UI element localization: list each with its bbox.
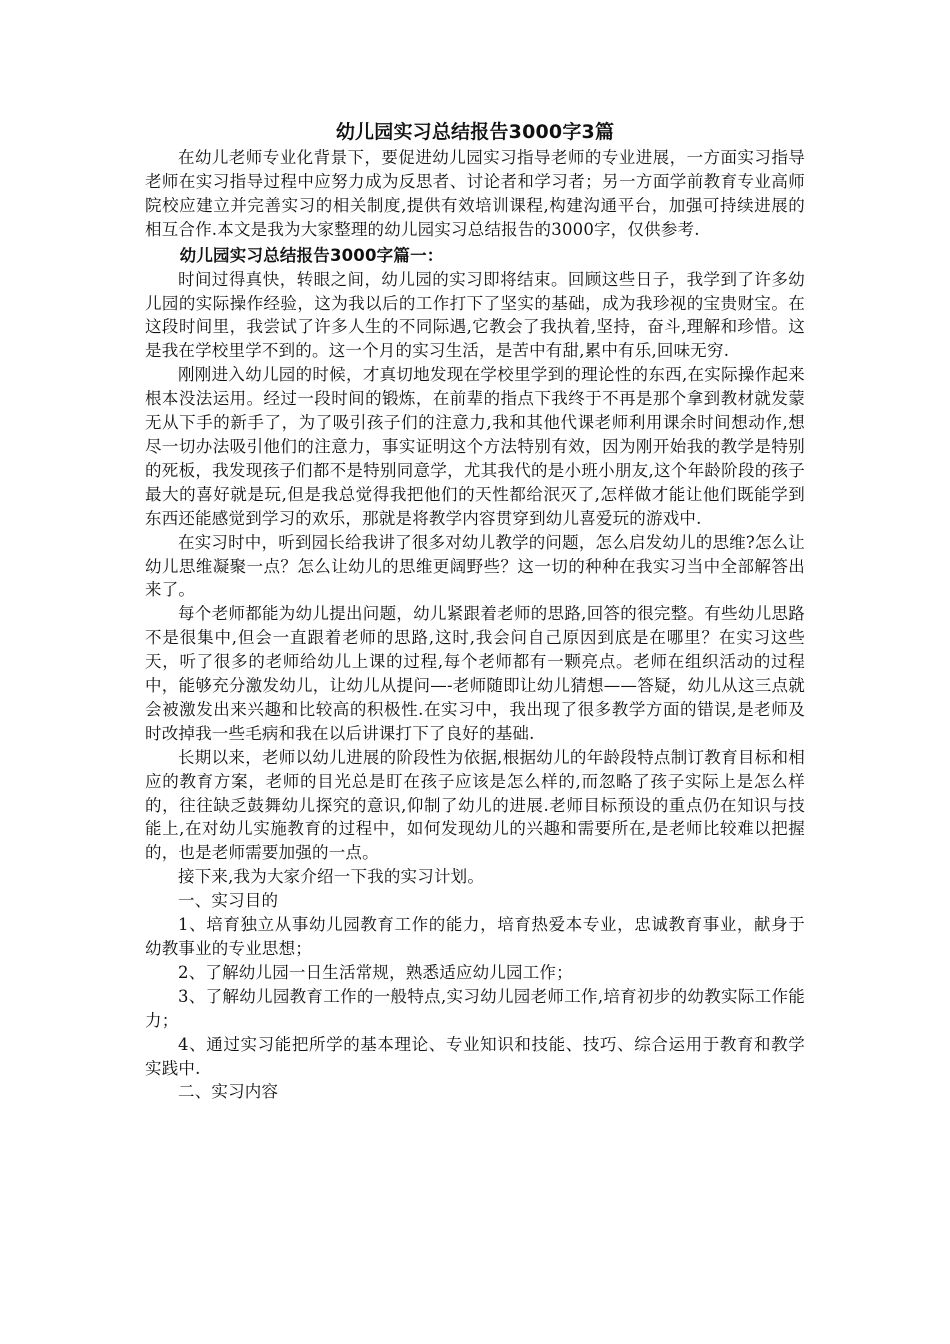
list-item: 4、通过实习能把所学的基本理论、专业知识和技能、技巧、综合运用于教育和教学实践中. <box>145 1034 805 1078</box>
body-paragraph: 刚刚进入幼儿园的时候，才真切地发现在学校里学到的理论性的东西,在实际操作起来根本没法运用。经过一段时间的锻炼，在前辈的指点下我终于不再是那个拿到教材就发蒙无从下手的新手了，为了吸引孩子们的注意力,我和其他代课老师利用课余时间想动作,想尽一切办法吸引他们的注意力，事实证明这个方法特别有效，因为刚开始我的教学是特别的死板，我发现孩子们都不是特别同意学，尤其我代的是小班小朋友,这个年龄阶段的孩子最大的喜好就是玩,但是我总觉得我把他们的天性都给泯灭了,怎样做才能让他们既能学到东西还能感觉到学习的欢乐，那就是将教学内容贯穿到幼儿喜爱玩的游戏中. <box>145 365 805 528</box>
list-item: 2、了解幼儿园一日生活常规，熟悉适应幼儿园工作； <box>178 962 573 982</box>
body-paragraph: 长期以来，老师以幼儿进展的阶段性为依据,根据幼儿的年龄段特点制订教育目标和相应的教育方案，老师的目光总是盯在孩子应该是怎么样的,而忽略了孩子实际上是怎么样的，往往缺乏鼓舞幼儿探究的意识,仰制了幼儿的进展.老师目标预设的重点仍在知识与技能上,在对幼儿实施教育的过程中，如何发现幼儿的兴趣和需要所在,是老师比较难以把握的，也是老师需要加强的一点。 <box>145 747 805 863</box>
document-title: 幼儿园实习总结报告3000字3篇 <box>335 121 615 143</box>
document-page <box>145 118 805 1104</box>
body-paragraph: 接下来,我为大家介绍一下我的实习计划。 <box>178 867 485 887</box>
subsection-heading: 二、实习内容 <box>178 1082 279 1102</box>
body-paragraph: 在实习时中，听到园长给我讲了很多对幼儿教学的问题，怎么启发幼儿的思维?怎么让幼儿思维凝聚一点？怎么让幼儿的思维更阔野些？这一切的种种在我实习当中全部解答出来了。 <box>145 532 805 600</box>
intro-paragraph: 在幼儿老师专业化背景下，要促进幼儿园实习指导老师的专业进展，一方面实习指导老师在实习指导过程中应努力成为反思者、讨论者和学习者；另一方面学前教育专业高师院校应建立并完善实习的相关制度,提供有效培训课程,构建沟通平台，加强可持续进展的相互合作.本文是我为大家整理的幼儿园实习总结报告的3000字，仅供参考. <box>145 148 805 239</box>
section-heading: 幼儿园实习总结报告3000字篇一： <box>179 245 444 265</box>
list-item: 1、培育独立从事幼儿园教育工作的能力，培育热爱本专业，忠诚教育事业，献身于幼教事业的专业思想； <box>145 915 805 958</box>
body-paragraph: 每个老师都能为幼儿提出问题，幼儿紧跟着老师的思路,回答的很完整。有些幼儿思路不是很集中,但会一直跟着老师的思路,这时,我会问自己原因到底是在哪里？在实习这些天，听了很多的老师给幼儿上课的过程,每个老师都有一颗亮点。老师在组织活动的过程中，能够充分激发幼儿，让幼儿从提问—-老师随即让幼儿猜想——答疑，幼儿从这三点就会被激发出来兴趣和比较高的积极性.在实习中，我出现了很多教学方面的错误,是老师及时改掉我一些毛病和我在以后讲课打下了良好的基础. <box>145 604 805 743</box>
body-paragraph: 时间过得真快，转眼之间，幼儿园的实习即将结束。回顾这些日子，我学到了许多幼儿园的实际操作经验，这为我以后的工作打下了坚实的基础，成为我珍视的宝贵财宝。在这段时间里，我尝试了许多人生的不同际遇,它教会了我执着,坚持，奋斗,理解和珍惜。这是我在学校里学不到的。这一个月的实习生活，是苦中有甜,累中有乐,回味无穷. <box>145 269 805 361</box>
subsection-heading: 一、实习目的 <box>178 891 279 911</box>
list-item: 3、了解幼儿园教育工作的一般特点,实习幼儿园老师工作,培育初步的幼教实际工作能力； <box>145 986 805 1030</box>
